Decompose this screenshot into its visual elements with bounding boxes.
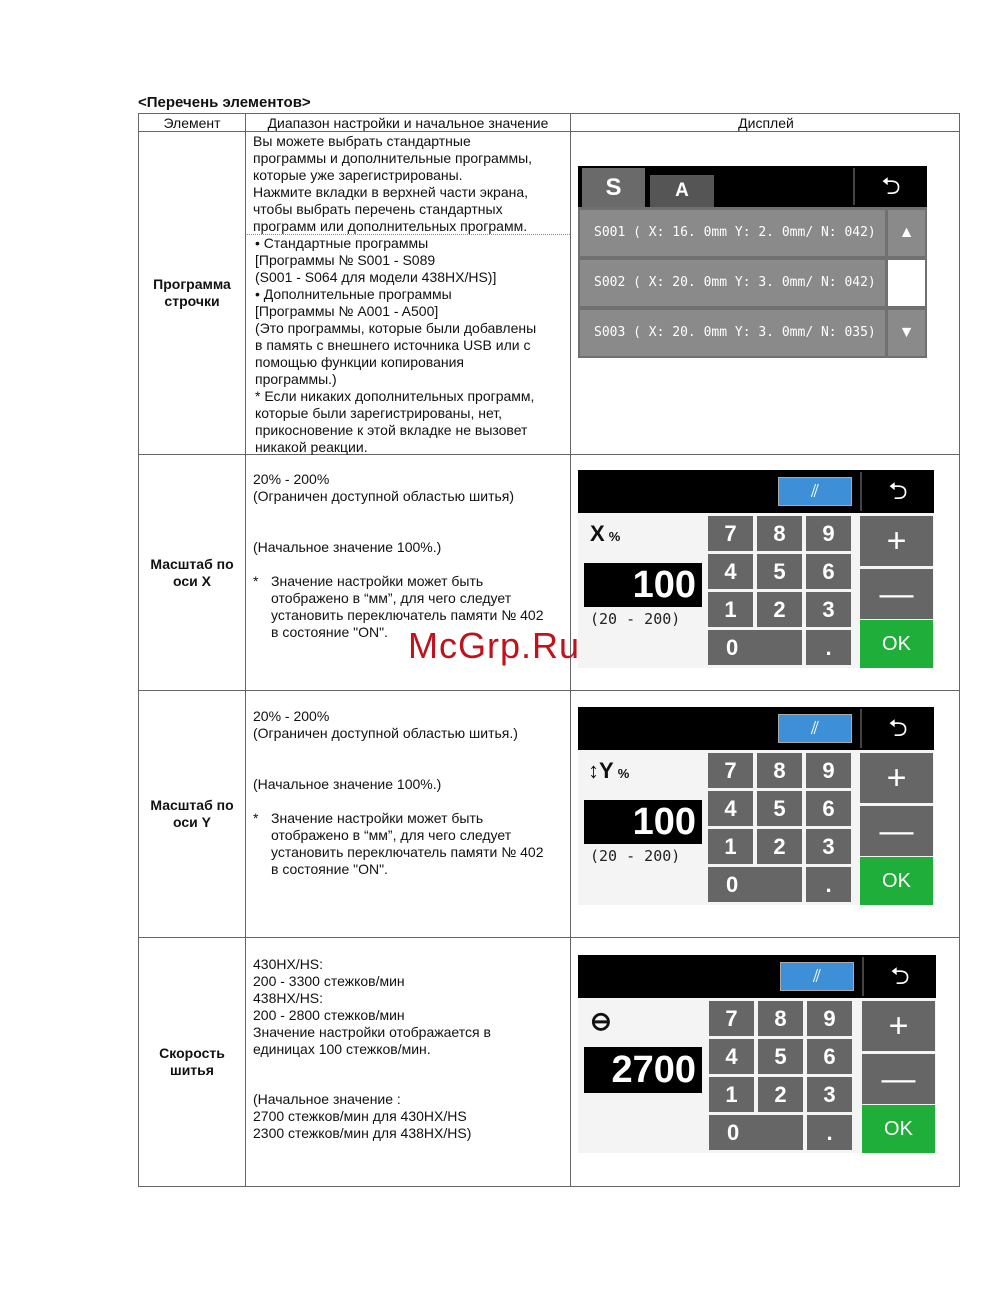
program-item[interactable]: S003 ( X: 20. 0mm Y: 3. 0mm/ N: 035) [580, 310, 885, 356]
keypad-panel [578, 750, 934, 905]
key-9[interactable]: 9 [806, 516, 851, 551]
header-range: Диапазон настройки и начальное значение [267, 115, 549, 131]
key-dot[interactable]: . [806, 630, 851, 665]
ok-button[interactable]: OK [860, 857, 933, 905]
program-item[interactable]: S001 ( X: 16. 0mm Y: 2. 0mm/ N: 042) [580, 210, 885, 256]
key-dot[interactable]: . [806, 867, 851, 902]
key-8[interactable]: 8 [757, 753, 802, 788]
scale-y-display [578, 707, 934, 905]
program-list-info: • Стандартные программы [Программы № S001 - S089 (S001 - S064 для модели 438HX/HS)] • Дополнительные программы [Программы № A001 - A500] (Это программы, которые были добавлены в память с внешнего источника USB или с помощью функции копирования программы.) * Если никаких дополнительных программ, которые были зарегистрированы, нет, прикосновение к этой вкладке не вызовет никакой реакции. [255, 235, 537, 455]
header-element: Элемент [163, 115, 221, 131]
key-2[interactable]: 2 [758, 1077, 803, 1112]
scale-x-note: * Значение настройки может быть отображено в “мм”, для чего следует установить переключатель памяти № 402 в состояние "ON". [253, 573, 544, 640]
minus-button[interactable]: — [862, 1054, 935, 1104]
axis-x-icon: X % [590, 521, 621, 546]
key-2[interactable]: 2 [757, 829, 802, 864]
page-title: <Перечень элементов> [138, 94, 311, 111]
key-1[interactable]: 1 [708, 592, 753, 627]
keypad-header [578, 470, 934, 513]
row-divider [139, 937, 959, 938]
minus-button[interactable]: — [860, 806, 933, 856]
range-text: (20 - 200) [590, 610, 681, 628]
row-divider [139, 690, 959, 691]
row-divider [139, 131, 959, 132]
reset-icon[interactable]: ⫽ [778, 477, 852, 506]
plus-button[interactable]: + [862, 1001, 935, 1051]
key-3[interactable]: 3 [806, 829, 851, 864]
ok-button[interactable]: OK [860, 620, 933, 668]
speed-icon: ⊖ [590, 1006, 612, 1036]
value-display: 100 [584, 800, 702, 844]
scrollbar-track[interactable] [888, 260, 925, 306]
range-text: (20 - 200) [590, 847, 681, 865]
row-name-program: Программа строчки [153, 276, 231, 309]
reset-icon[interactable]: ⫽ [780, 962, 854, 991]
key-5[interactable]: 5 [758, 1039, 803, 1074]
key-4[interactable]: 4 [708, 554, 753, 589]
speed-display [578, 955, 936, 1153]
row-name-scale-y: Масштаб по оси Y [150, 797, 234, 830]
key-8[interactable]: 8 [757, 516, 802, 551]
program-description: Вы можете выбрать стандартные программы и дополнительные программы, которые уже зарегистрированы. Нажмите вкладки в верхней части экрана, чтобы выбрать перечень стандартных программ или дополнительных программ. [253, 133, 533, 234]
key-7[interactable]: 7 [709, 1001, 754, 1036]
scale-y-range: 20% - 200% (Ограничен доступной областью шитья.) [253, 708, 518, 741]
back-arrow-icon[interactable]: ⮌ [862, 957, 936, 996]
program-display-header [578, 166, 927, 207]
key-dot[interactable]: . [807, 1115, 852, 1150]
watermark: McGrp.Ru [408, 625, 581, 666]
key-4[interactable]: 4 [709, 1039, 754, 1074]
back-arrow-icon[interactable]: ⮌ [860, 709, 934, 748]
scale-y-note: * Значение настройки может быть отображено в “мм”, для чего следует установить переключатель памяти № 402 в состояние "ON". [253, 810, 544, 877]
key-0[interactable]: 0 [709, 1115, 803, 1150]
axis-y-icon: ↕Y % [588, 758, 630, 783]
tab-standard[interactable]: S [582, 168, 645, 207]
keypad-panel [578, 998, 936, 1153]
plus-button[interactable]: + [860, 753, 933, 803]
row-name-scale-x: Масштаб по оси X [150, 556, 234, 589]
keypad-header [578, 707, 934, 750]
key-9[interactable]: 9 [807, 1001, 852, 1036]
header-display: Дисплей [738, 115, 794, 131]
keypad-header [578, 955, 936, 998]
tab-additional[interactable]: A [650, 175, 714, 207]
plus-button[interactable]: + [860, 516, 933, 566]
scale-x-range: 20% - 200% (Ограничен доступной областью шитья) [253, 471, 515, 504]
col-divider [245, 114, 246, 1186]
key-6[interactable]: 6 [806, 554, 851, 589]
key-6[interactable]: 6 [807, 1039, 852, 1074]
value-display: 2700 [584, 1047, 702, 1093]
key-9[interactable]: 9 [806, 753, 851, 788]
key-0[interactable]: 0 [708, 630, 802, 665]
program-item[interactable]: S002 ( X: 20. 0mm Y: 3. 0mm/ N: 042) [580, 260, 885, 306]
key-5[interactable]: 5 [757, 791, 802, 826]
key-3[interactable]: 3 [807, 1077, 852, 1112]
key-2[interactable]: 2 [757, 592, 802, 627]
speed-initial: (Начальное значение : 2700 стежков/мин для 430HX/HS 2300 стежков/мин для 438HX/HS) [253, 1091, 472, 1141]
key-1[interactable]: 1 [709, 1077, 754, 1112]
scroll-down-icon[interactable]: ▼ [888, 310, 925, 356]
key-1[interactable]: 1 [708, 829, 753, 864]
value-display: 100 [584, 563, 702, 607]
key-4[interactable]: 4 [708, 791, 753, 826]
key-8[interactable]: 8 [758, 1001, 803, 1036]
key-0[interactable]: 0 [708, 867, 802, 902]
scroll-up-icon[interactable]: ▲ [888, 210, 925, 256]
ok-button[interactable]: OK [862, 1105, 935, 1153]
speed-range: 430HX/HS: 200 - 3300 стежков/мин 438HX/HS: 200 - 2800 стежков/мин Значение настройки отображается в единицах 100 стежков/мин. [253, 956, 491, 1057]
row-name-speed: Скорость шитья [159, 1045, 225, 1078]
back-arrow-icon[interactable]: ⮌ [860, 472, 934, 511]
program-list-display [578, 166, 927, 358]
minus-button[interactable]: — [860, 569, 933, 619]
key-7[interactable]: 7 [708, 753, 753, 788]
keypad-panel [578, 513, 934, 668]
reset-icon[interactable]: ⫽ [778, 714, 852, 743]
scale-x-display [578, 470, 934, 668]
key-5[interactable]: 5 [757, 554, 802, 589]
key-3[interactable]: 3 [806, 592, 851, 627]
scale-y-initial: (Начальное значение 100%.) [253, 776, 442, 792]
key-6[interactable]: 6 [806, 791, 851, 826]
scale-x-initial: (Начальное значение 100%.) [253, 539, 442, 555]
key-7[interactable]: 7 [708, 516, 753, 551]
back-arrow-icon[interactable]: ⮌ [853, 168, 927, 205]
